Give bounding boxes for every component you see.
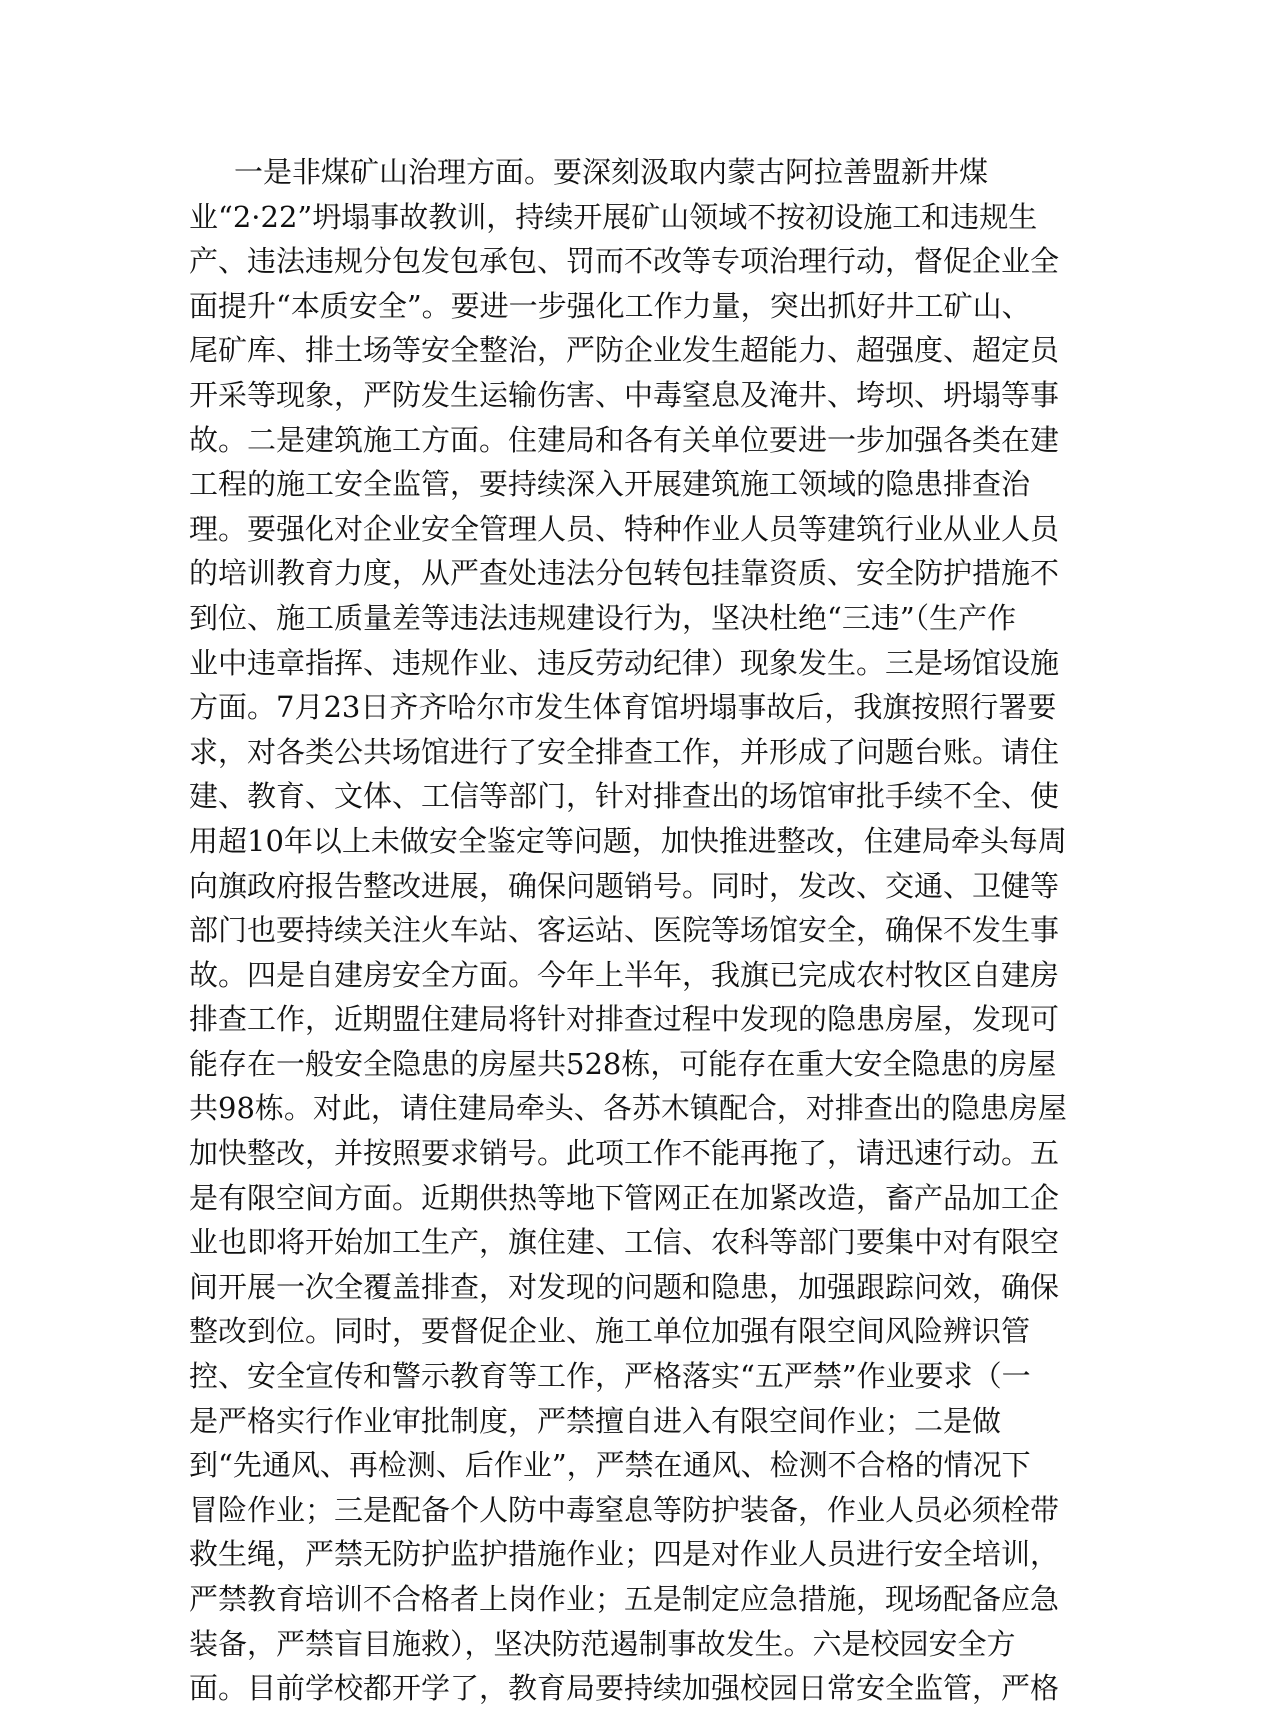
text-line: 工程的施工安全监管，要持续深入开展建筑施工领域的隐患排查治 xyxy=(189,467,1031,502)
text-line: 排查工作，近期盟住建局将针对排查过程中发现的隐患房屋，发现可 xyxy=(189,1002,1060,1037)
text-line: 理。要强化对企业安全管理人员、特种作业人员等建筑行业从业人员 xyxy=(189,511,1060,546)
text-line: 到“先通风、再检测、后作业”，严禁在通风、检测不合格的情况下 xyxy=(189,1448,1031,1483)
text-line: 间开展一次全覆盖排查，对发现的问题和隐患，加强跟踪问效，确保 xyxy=(189,1269,1060,1304)
text-line: 求，对各类公共场馆进行了安全排查工作，并形成了问题台账。请住 xyxy=(189,734,1060,769)
text-line: 产、违法违规分包发包承包、罚而不改等专项治理行动，督促企业全 xyxy=(189,244,1060,279)
text-line: 建、教育、文体、工信等部门，针对排查出的场馆审批手续不全、使 xyxy=(189,779,1060,814)
body-text xyxy=(189,150,1089,1711)
text-line: 故。二是建筑施工方面。住建局和各有关单位要进一步加强各类在建 xyxy=(189,422,1060,457)
text-line: 冒险作业；三是配备个人防中毒窒息等防护装备，作业人员必须栓带 xyxy=(189,1492,1060,1527)
text-line: 是严格实行作业审批制度，严禁擅自进入有限空间作业；二是做 xyxy=(189,1403,1002,1438)
text-line: 向旗政府报告整改进展，确保问题销号。同时，发改、交通、卫健等 xyxy=(189,868,1060,903)
text-line: 方面。7月23日齐齐哈尔市发生体育馆坍塌事故后，我旗按照行署要 xyxy=(189,690,1057,725)
text-line: 面。目前学校都开学了，教育局要持续加强校园日常安全监管，严格 xyxy=(189,1671,1060,1706)
text-line: 整改到位。同时，要督促企业、施工单位加强有限空间风险辨识管 xyxy=(189,1314,1031,1349)
text-line: 共98栋。对此，请住建局牵头、各苏木镇配合，对排查出的隐患房屋 xyxy=(189,1091,1067,1126)
text-line: 控、安全宣传和警示教育等工作，严格落实“五严禁”作业要求（一 xyxy=(189,1359,1031,1394)
text-line: 加快整改，并按照要求销号。此项工作不能再拖了，请迅速行动。五 xyxy=(189,1136,1060,1171)
text-line: 严禁教育培训不合格者上岗作业；五是制定应急措施，现场配备应急 xyxy=(189,1582,1060,1616)
text-line: 装备，严禁盲目施救），坚决防范遏制事故发生。六是校园安全方 xyxy=(189,1626,1016,1661)
text-line: 面提升“本质安全”。要进一步强化工作力量，突出抓好井工矿山、 xyxy=(189,288,1031,323)
text-line: 的培训教育力度，从严查处违法分包转包挂靠资质、安全防护措施不 xyxy=(189,556,1060,591)
text-line: 救生绳，严禁无防护监护措施作业；四是对作业人员进行安全培训， xyxy=(189,1537,1060,1572)
text-line: 尾矿库、排土场等安全整治，严防企业发生超能力、超强度、超定员 xyxy=(189,333,1060,368)
text-line: 业中违章指挥、违规作业、违反劳动纪律）现象发生。三是场馆设施 xyxy=(189,645,1060,680)
text-line: 业也即将开始加工生产，旗住建、工信、农科等部门要集中对有限空 xyxy=(189,1225,1060,1260)
text-line: 故。四是自建房安全方面。今年上半年，我旗已完成农村牧区自建房 xyxy=(189,957,1060,992)
text-line: 业“2·22”坍塌事故教训，持续开展矿山领域不按初设施工和违规生 xyxy=(189,199,1038,234)
text-line: 是有限空间方面。近期供热等地下管网正在加紧改造，畜产品加工企 xyxy=(189,1180,1060,1215)
text-line: 到位、施工质量差等违法违规建设行为，坚决杜绝“三违”（生产作 xyxy=(189,600,1017,635)
text-line: 用超10年以上未做安全鉴定等问题，加快推进整改，住建局牵头每周 xyxy=(189,823,1067,858)
text-line: 部门也要持续关注火车站、客运站、医院等场馆安全，确保不发生事 xyxy=(189,913,1060,948)
text-line: 一是非煤矿山治理方面。要深刻汲取内蒙古阿拉善盟新井煤 xyxy=(234,155,989,189)
text-line: 开采等现象，严防发生运输伤害、中毒窒息及淹井、垮坝、坍塌等事 xyxy=(189,377,1060,412)
text-line: 能存在一般安全隐患的房屋共528栋，可能存在重大安全隐患的房屋 xyxy=(189,1046,1057,1081)
